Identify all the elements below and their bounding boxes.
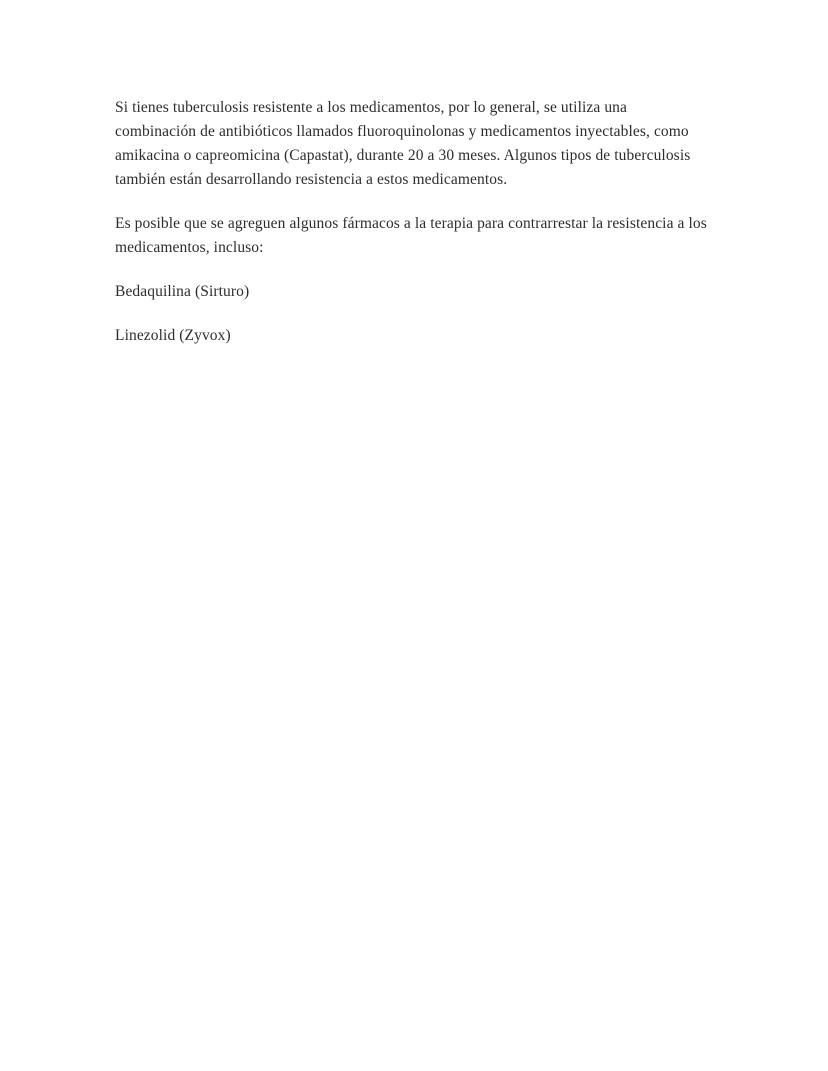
paragraph-bedaquilina: Bedaquilina (Sirturo) <box>115 283 250 300</box>
paragraph-drug-resistant-tb: Si tienes tuberculosis resistente a los medicamentos, por lo general, se utiliza una combinación de antibióticos llamados fluoroquinolonas y medicamentos inyectables, como amikacina o capreomicina (Capastat), durante 20 a 30 meses. Algunos tipos de tuberculosis también están desarrollando resistencia a estos medicamentos. <box>115 99 691 188</box>
paragraph-linezolid: Linezolid (Zyvox) <box>115 327 231 344</box>
paragraph-added-drugs-intro: Es posible que se agreguen algunos fármacos a la terapia para contrarrestar la resistencia a los medicamentos, incluso: <box>115 215 707 256</box>
document-text-block <box>115 96 709 368</box>
